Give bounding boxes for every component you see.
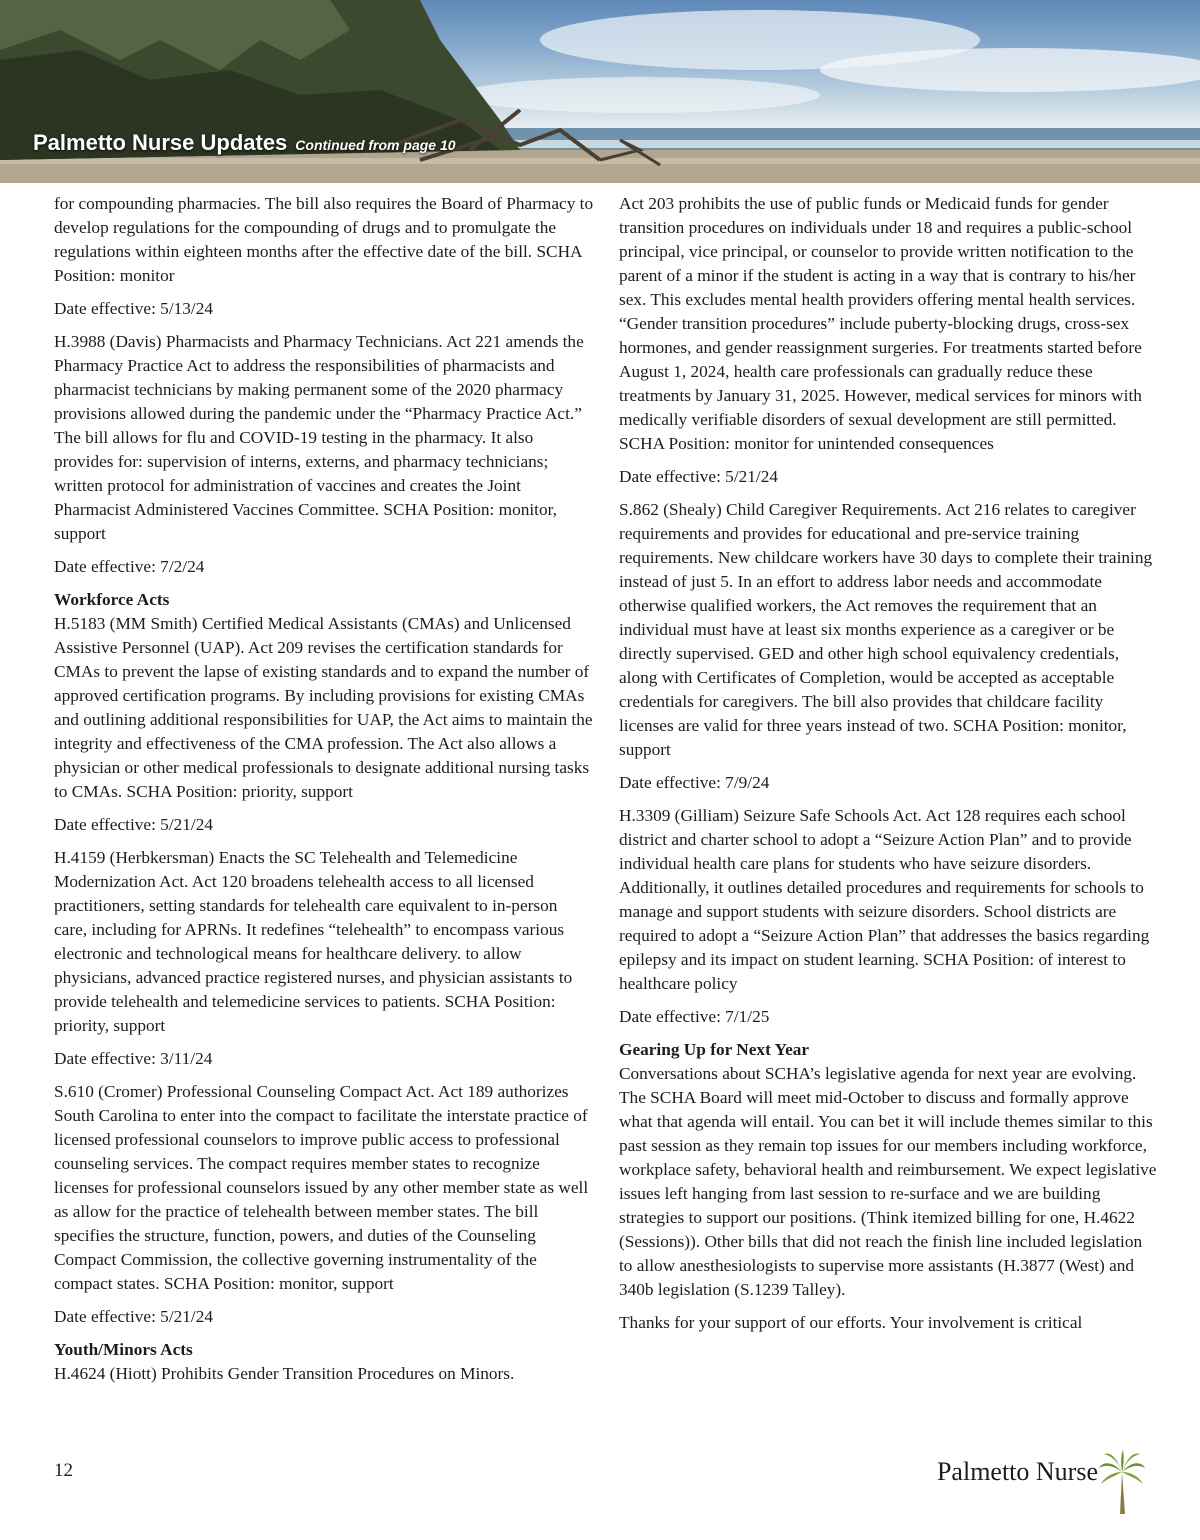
paragraph: H.5183 (MM Smith) Certified Medical Assistants (CMAs) and Unlicensed Assistive Personnel (UAP). Act 209 revises the certification standards for CMAs to prevent the lapse of existing standards and to expand the number of approved certification programs. By including provisions for existing CMAs and outlining additional responsibilities for UAP, the Act aims to maintain the integrity and effectiveness of the CMA profession. The Act also allows a physician or other medical professionals to designate additional nursing tasks to CMAs. SCHA Position: priority, support (54, 614, 593, 801)
date-effective: Date effective: 5/13/24 (54, 299, 213, 318)
paragraph: S.610 (Cromer) Professional Counseling Compact Act. Act 189 authorizes South Carolina to enter into the compact to facilitate the interstate practice of licensed professional counselors to improve public access to professional counseling services. The compact requires member states to recognize licenses for professional counselors issued by any other member state as well as allow for the practice of telehealth between member states. The bill specifies the structure, function, powers, and duties of the Counseling Compact Commission, the collective governing instrumentality of the compact states. SCHA Position: monitor, support (54, 1082, 589, 1293)
left-column (54, 192, 594, 1395)
header-banner (0, 0, 1200, 183)
date-effective: Date effective: 5/21/24 (54, 1307, 213, 1326)
banner-title (33, 130, 456, 156)
date-effective: Date effective: 3/11/24 (54, 1049, 213, 1068)
section-title: Palmetto Nurse Updates (33, 130, 288, 155)
paragraph: H.3988 (Davis) Pharmacists and Pharmacy Technicians. Act 221 amends the Pharmacy Practice Act to address the responsibilities of pharmacists and pharmacist technicians by making permanent some of the 2020 pharmacy provisions allowed during the pandemic under the “Pharmacy Practice Act.” The bill allows for flu and COVID-19 testing in the pharmacy. It also provides for: supervision of interns, externs, and pharmacy technicians; written protocol for administration of vaccines and creates the Joint Pharmacist Administered Vaccines Committee. SCHA Position: monitor, support (54, 332, 584, 543)
paragraph: S.862 (Shealy) Child Caregiver Requirements. Act 216 relates to caregiver requirements and provides for educational and pre-service training requirements. New childcare workers have 30 days to complete their training instead of just 5. In an effort to address labor needs and accommodate otherwise qualified workers, the Act removes the requirement that an individual must have at least six months experience as a caregiver or be directly supervised. GED and other high school equivalency credentials, along with Certificates of Completion, would be accepted as acceptable credentials for caregivers. The bill also provides that childcare facility licenses are valid for three years instead of two. SCHA Position: monitor, support (619, 500, 1153, 759)
paragraph: Act 203 prohibits the use of public funds or Medicaid funds for gender transition procedures on individuals under 18 and requires a public-school principal, vice principal, or counselor to provide written notification to the parent of a minor if the student is acting in a way that is contrary to his/her sex. This excludes mental health providers offering mental health services. “Gender transition procedures” include puberty-blocking drugs, cross-sex hormones, and gender reassignment surgeries. For treatments started before August 1, 2024, health care professionals can gradually reduce these treatments by January 31, 2025. However, medical services for minors with medically verifiable disorders of sexual development are still permitted. SCHA Position: monitor for unintended consequences (619, 194, 1142, 453)
right-column (619, 192, 1159, 1344)
date-effective: Date effective: 5/21/24 (619, 467, 778, 486)
date-effective: Date effective: 5/21/24 (54, 815, 213, 834)
paragraph: Thanks for your support of our efforts. Your involvement is critical (619, 1313, 1083, 1332)
paragraph: for compounding pharmacies. The bill also requires the Board of Pharmacy to develop regulations for the compounding of drugs and to promulgate the regulations within eighteen months after the effective date of the bill. SCHA Position: monitor (54, 194, 594, 285)
date-effective: Date effective: 7/2/24 (54, 557, 205, 576)
paragraph: H.4624 (Hiott) Prohibits Gender Transition Procedures on Minors. (54, 1364, 515, 1383)
continued-note: Continued from page 10 (295, 137, 456, 153)
page-number: 12 (54, 1460, 73, 1481)
paragraph: Conversations about SCHA’s legislative agenda for next year are evolving. The SCHA Board will meet mid-October to discuss and formally approve what that agenda will entail. You can bet it will include themes similar to this past session as they remain top issues for our members including workforce, workplace safety, behavioral health and reimbursement. We expect legislative issues left hanging from last session to re-surface and we are building strategies to support our positions. (Think itemized billing for one, H.4622 (Sessions)). Other bills that did not reach the finish line included legislation to allow anesthesiologists to supervise more assistants (H.3877 (West) and 340b legislation (S.1239 Talley). (619, 1064, 1157, 1299)
date-effective: Date effective: 7/1/25 (619, 1007, 770, 1026)
section-heading-workforce: Workforce Acts (54, 590, 170, 609)
magazine-name: Palmetto Nurse (936, 1457, 1098, 1486)
palmetto-tree-icon (1098, 1450, 1146, 1516)
section-heading-youth: Youth/Minors Acts (54, 1340, 193, 1359)
paragraph: H.4159 (Herbkersman) Enacts the SC Telehealth and Telemedicine Modernization Act. Act 120 broadens telehealth access to all licensed practitioners, setting standards for telehealth care equivalent to in-person care, including for APRNs. It redefines “telehealth” to encompass various electronic and technological means for healthcare delivery. to allow physicians, advanced practice registered nurses, and physician assistants to provide telehealth and telemedicine services to patients. SCHA Position: priority, support (54, 848, 573, 1035)
date-effective: Date effective: 7/9/24 (619, 773, 770, 792)
paragraph: H.3309 (Gilliam) Seizure Safe Schools Act. Act 128 requires each school district and charter school to adopt a “Seizure Action Plan” and to provide individual health care plans for students who have seizure disorders. Additionally, it outlines detailed procedures and requirements for schools to manage and support students with seizure disorders. School districts are required to adopt a “Seizure Action Plan” that addresses the basics regarding epilepsy and its impact on student learning. SCHA Position: of interest to healthcare policy (619, 806, 1150, 993)
section-heading-next-year: Gearing Up for Next Year (619, 1040, 810, 1059)
